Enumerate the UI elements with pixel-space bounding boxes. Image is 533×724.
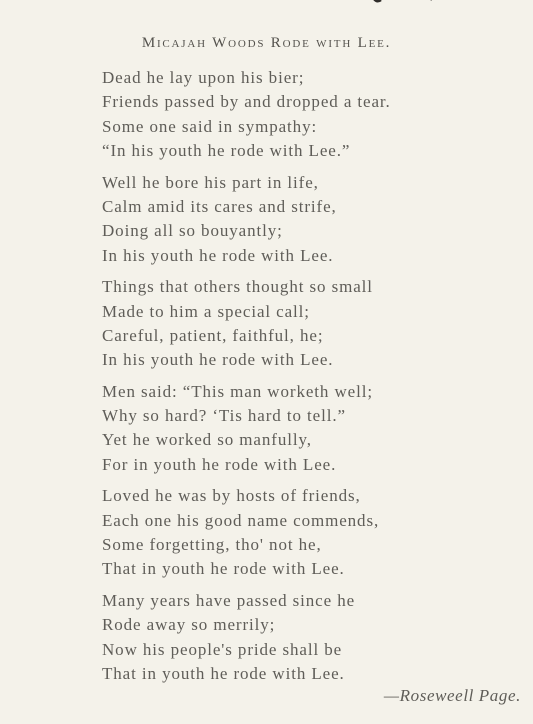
stanza [102, 275, 512, 373]
poem-line: In his youth he rode with Lee. [102, 245, 334, 265]
poem-attribution: —Roseweell Page. [383, 686, 521, 705]
poem-line: Each one his good name commends, [102, 510, 380, 530]
poem-line: Dead he lay upon his bier; [102, 68, 305, 87]
poem-line: In his youth he rode with Lee. [102, 350, 334, 370]
poem-line: Calm amid its cares and strife, [102, 196, 337, 216]
poem-line: Men said: “This man worketh well; [102, 381, 373, 401]
poem-line: Made to him a special call; [102, 301, 310, 321]
stanza [102, 589, 512, 687]
poem-line: Yet he worked so manfully, [102, 430, 312, 450]
poem-line: Now his people's pride shall be [102, 639, 343, 659]
cropped-ornament-icon [372, 0, 442, 6]
poem-line: Friends passed by and dropped a tear. [102, 92, 391, 112]
poem-line: That in youth he rode with Lee. [102, 559, 345, 579]
poem-line: Rode away so merrily; [102, 615, 276, 635]
poem-line: Some forgetting, tho' not he, [102, 535, 322, 555]
poem-line: That in youth he rode with Lee. [102, 663, 345, 683]
poem-line: Why so hard? ‘Tis hard to tell.” [102, 406, 346, 426]
poem-line: Well he bore his part in life, [102, 172, 319, 192]
poem-line: Careful, patient, faithful, he; [102, 325, 324, 345]
poem-line: For in youth he rode with Lee. [102, 454, 337, 474]
stanza [102, 66, 512, 164]
poem-body [102, 66, 512, 686]
poem-line: Some one said in sympathy: [102, 116, 318, 136]
poem-line: Things that others thought so small [102, 277, 373, 297]
poem-line: Many years have passed since he [102, 590, 356, 610]
stanza [102, 380, 512, 478]
stanza [102, 171, 512, 269]
poem-line: “In his youth he rode with Lee.” [102, 141, 351, 161]
poem-line: Loved he was by hosts of friends, [102, 486, 361, 506]
poem-title: Micajah Woods Rode with Lee. [141, 35, 392, 51]
stanza [102, 484, 512, 582]
poem-line: Doing all so bouyantly; [102, 221, 283, 241]
